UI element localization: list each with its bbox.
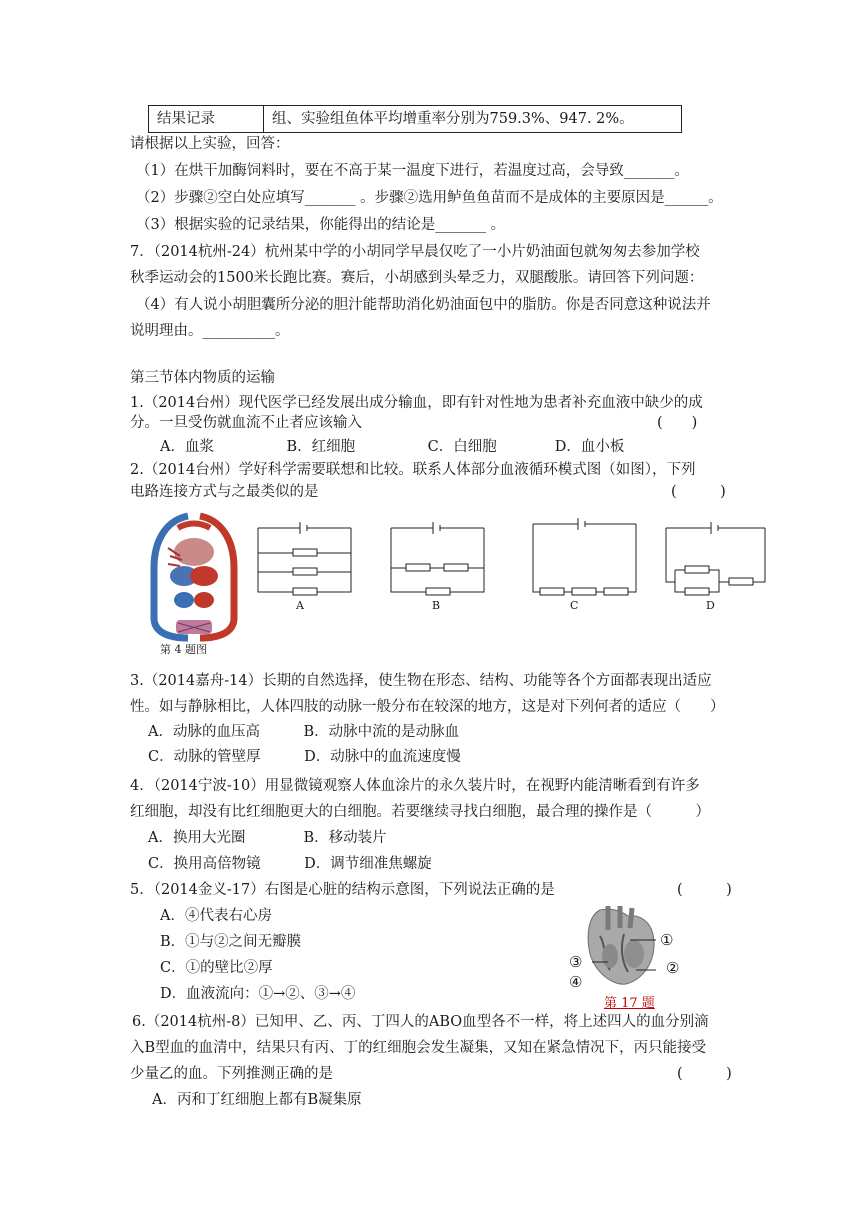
text-line: （1）在烘干加酶饲料时，要在不高于某一温度下进行，若温度过高，会导致_______。 <box>136 163 689 179</box>
question-3-options: C．动脉的管壁厚 D．动脉中的血流速度慢 <box>148 749 461 765</box>
answer-paren: ( ) <box>677 882 732 898</box>
text-line: 请根据以上实验，回答： <box>130 136 290 152</box>
figure-caption: 第 17 题 <box>604 996 655 1011</box>
question-5-line: 5．（2014金义-17）右图是心脏的结构示意图，下列说法正确的是 <box>130 882 555 898</box>
text-line: （4）有人说小胡胆囊所分泌的胆汁能帮助消化奶油面包中的脂肪。你是否同意这种说法并 <box>136 297 711 313</box>
heart-label-4: ④ <box>569 973 583 991</box>
question-3-line: 性。如与静脉相比，人体四肢的动脉一般分布在较深的地方，这是对下列何者的适应（ ） <box>130 699 725 715</box>
section-title: 第三节体内物质的运输 <box>130 370 275 386</box>
heart-label-2: ② <box>666 959 680 977</box>
table-label: 结果记录 <box>149 106 264 132</box>
circuit-d <box>663 520 769 610</box>
answer-paren: ( ) <box>657 415 698 431</box>
question-1-line: 1.（2014台州）现代医学已经发展出成分输血，即有针对性地为患者补充血液中缺少的成 <box>130 395 703 411</box>
question-4-options: A．换用大光圈 B．移动装片 <box>148 830 387 846</box>
circuit-a <box>255 520 355 610</box>
table-value: 组、实验组鱼体平均增重率分别为759.3%、947. 2%。 <box>272 111 634 127</box>
heart-diagram <box>580 906 662 990</box>
question-6-line: 6.（2014杭州-8）已知甲、乙、丙、丁四人的ABO血型各不一样，将上述四人的血分别滴 <box>132 1014 709 1030</box>
question-5-option: D．血液流向：①→②、③→④ <box>160 986 356 1002</box>
circuit-c <box>530 516 640 606</box>
circuit-label: A <box>296 599 304 612</box>
question-2-line: 2.（2014台州）学好科学需要联想和比较。联系人体部分血液循环模式图（如图），下列 <box>130 462 696 478</box>
circuit-label: B <box>432 599 441 612</box>
text-line: （2）步骤②空白处应填写_______ 。步骤②选用鲈鱼鱼苗而不是成体的主要原因是______。 <box>136 190 723 206</box>
circuit-label: C <box>570 599 579 612</box>
circulation-diagram <box>148 508 240 643</box>
heart-label-1: ① <box>660 931 674 949</box>
answer-paren: ( ) <box>671 484 726 500</box>
question-3-options: A．动脉的血压高 B．动脉中流的是动脉血 <box>148 724 460 740</box>
text-line: （3）根据实验的记录结果，你能得出的结论是_______ 。 <box>136 217 506 233</box>
question-4-line: 4．（2014宁波-10）用显微镜观察人体血涂片的永久装片时，在视野内能清晰看到有许多 <box>130 778 700 794</box>
question-1-options: A．血浆 B．红细胞 C．白细胞 D．血小板 <box>160 439 625 455</box>
heart-label-3: ③ <box>569 953 583 971</box>
question-4-line: 红细胞，却没有比红细胞更大的白细胞。若要继续寻找白细胞，最合理的操作是（ ） <box>130 804 710 820</box>
text-line: 秋季运动会的1500米长跑比赛。赛后，小胡感到头晕乏力，双腿酸胀。请回答下列问题： <box>130 270 704 286</box>
question-5-option: B．①与②之间无瓣膜 <box>160 934 302 950</box>
result-table <box>148 105 682 133</box>
circuit-label: D <box>706 599 715 612</box>
question-6-option: A．丙和丁红细胞上都有B凝集原 <box>152 1092 362 1108</box>
question-5-option: A．④代表右心房 <box>160 908 272 924</box>
question-6-line: 入B型血的血清中，结果只有丙、丁的红细胞会发生凝集，又知在紧急情况下，丙只能接受 <box>130 1040 707 1056</box>
question-1-line: 分。一旦受伤就血流不止者应该输入 <box>130 415 362 431</box>
answer-paren: ( ) <box>677 1066 732 1082</box>
question-3-line: 3.（2014嘉舟-14）长期的自然选择，使生物在形态、结构、功能等各个方面都表现出适应 <box>130 673 712 689</box>
text-line: 7．（2014杭州-24）杭州某中学的小胡同学早晨仅吃了一小片奶油面包就匆匆去参加学校 <box>130 244 700 260</box>
question-2-line: 电路连接方式与之最类似的是 <box>130 484 319 500</box>
question-6-line: 少量乙的血。下列推测正确的是 <box>130 1066 333 1082</box>
figure-caption: 第 4 题图 <box>160 643 207 656</box>
question-5-option: C．①的壁比②厚 <box>160 960 273 976</box>
text-line: 说明理由。__________。 <box>130 323 290 339</box>
question-4-options: C．换用高倍物镜 D．调节细准焦螺旋 <box>148 856 432 872</box>
